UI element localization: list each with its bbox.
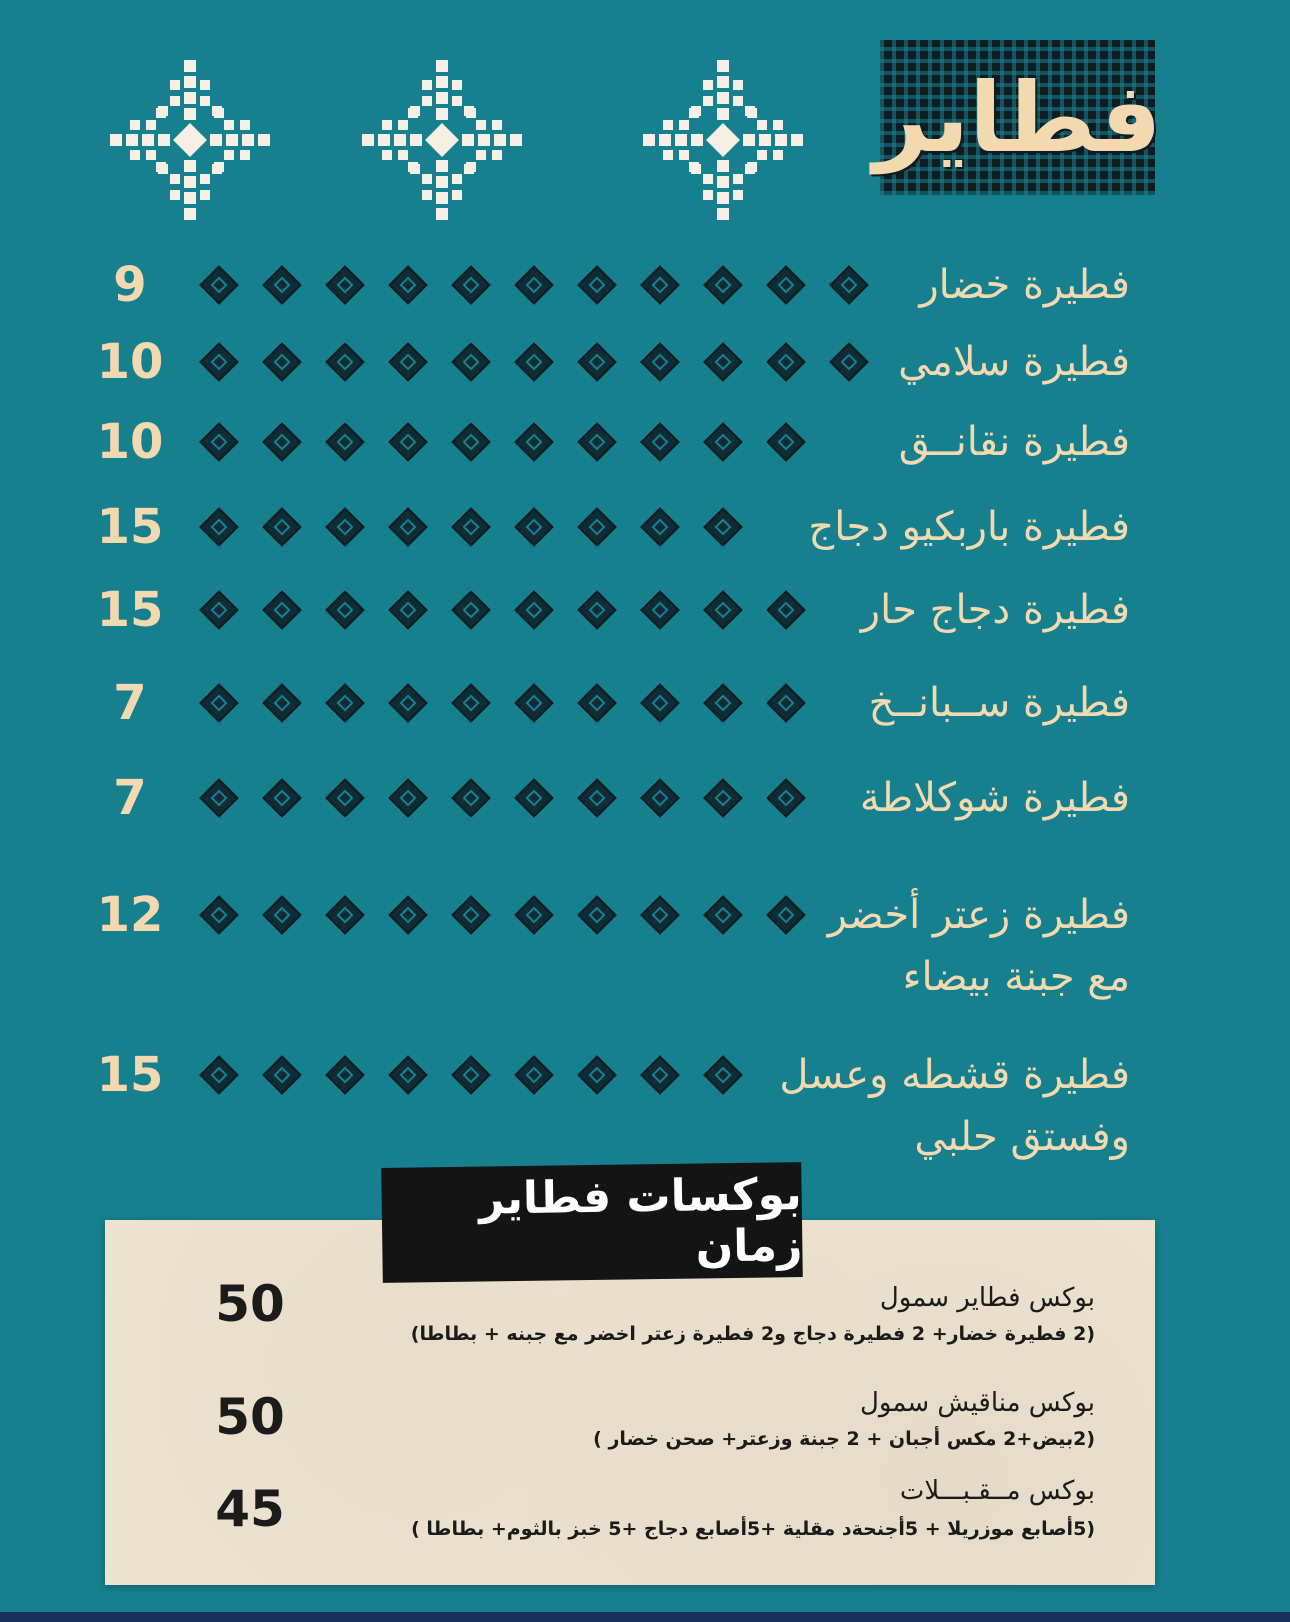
diamond-dot-icon (640, 683, 680, 723)
diamond-dot-icon (577, 422, 617, 462)
menu-item-price: 10 (96, 334, 164, 390)
diamond-dot-icon (199, 778, 239, 818)
diamond-dot-icon (703, 342, 743, 382)
diamond-dot-icon (640, 422, 680, 462)
diamond-dot-icon (514, 778, 554, 818)
menu-item-name: فطيرة زعتر أخضر (827, 892, 1130, 938)
diamond-dot-icon (577, 683, 617, 723)
diamond-dot-icon (577, 342, 617, 382)
diamond-dot-icon (640, 507, 680, 547)
menu-item-name: فطيرة باربكيو دجاج (808, 504, 1130, 550)
page-title: فطاير (873, 61, 1162, 174)
boxes-section-title-banner (381, 1162, 803, 1283)
box-item-name: بوكس فطاير سمول (879, 1283, 1095, 1313)
diamond-dot-icon (766, 265, 806, 305)
diamond-dot-icon (325, 507, 365, 547)
diamond-dot-icon (703, 265, 743, 305)
diamond-dot-icon (451, 778, 491, 818)
diamond-dot-icon (388, 422, 428, 462)
menu-item-price: 7 (113, 770, 147, 826)
menu-item (0, 412, 1290, 472)
diamond-dot-icon (640, 778, 680, 818)
diamond-dot-icon (514, 422, 554, 462)
menu-item-price: 9 (113, 257, 147, 313)
diamond-dot-icon (388, 778, 428, 818)
diamond-dot-icon (262, 422, 302, 462)
diamond-dot-icon (577, 590, 617, 630)
diamond-dot-icon (766, 422, 806, 462)
tatreez-motif-icon (100, 50, 280, 230)
diamond-dot-icon (766, 683, 806, 723)
diamond-dot-icon (577, 265, 617, 305)
diamond-dot-icon (766, 590, 806, 630)
diamond-dot-icon (262, 265, 302, 305)
boxes-section-title: بوكسات فطاير زمان (478, 1168, 803, 1273)
diamond-dot-icon (703, 590, 743, 630)
diamond-dot-icon (388, 265, 428, 305)
diamond-dot-icon (199, 265, 239, 305)
diamond-dot-icon (514, 683, 554, 723)
box-item-name: بوكس مــقـبـــلات (899, 1476, 1095, 1506)
diamond-dot-icon (388, 1055, 428, 1095)
box-item-desc: (2بيض+2 مكس أجبان + 2 جبنة وزعتر+ صحن خضار ) (593, 1428, 1095, 1450)
diamond-dot-icon (514, 1055, 554, 1095)
menu-item-name: فطيرة قشطه وعسل (779, 1052, 1130, 1098)
diamond-dot-icon (199, 342, 239, 382)
box-item-price: 45 (215, 1480, 285, 1538)
diamond-dot-icon (703, 507, 743, 547)
diamond-dot-icon (640, 590, 680, 630)
menu-item (0, 332, 1290, 392)
diamond-dot-icon (388, 895, 428, 935)
diamond-dot-icon (451, 590, 491, 630)
diamond-dot-icon (199, 422, 239, 462)
diamond-dot-icon (325, 265, 365, 305)
diamond-dot-icon (577, 507, 617, 547)
diamond-dot-icon (262, 590, 302, 630)
menu-item-name: فطيرة شوكلاطة (859, 775, 1130, 821)
diamond-dot-icon (577, 895, 617, 935)
diamond-dot-icon (262, 895, 302, 935)
diamond-dot-icon (325, 590, 365, 630)
diamond-dot-icon (451, 895, 491, 935)
box-item-name: بوكس مناقيش سمول (860, 1388, 1095, 1418)
menu-item-price: 15 (96, 499, 164, 555)
menu-item-price: 15 (96, 1047, 164, 1103)
diamond-dot-icon (703, 778, 743, 818)
diamond-dot-icon (451, 265, 491, 305)
menu-item-name: فطيرة ســبانــخ (868, 680, 1130, 726)
diamond-dot-icon (388, 507, 428, 547)
menu-item-price: 12 (96, 887, 164, 943)
diamond-dot-icon (640, 895, 680, 935)
diamond-dot-icon (640, 342, 680, 382)
diamond-dot-icon (388, 342, 428, 382)
menu-item (0, 497, 1290, 557)
diamond-dot-icon (388, 683, 428, 723)
diamond-dot-icon (325, 342, 365, 382)
diamond-dot-icon (514, 895, 554, 935)
diamond-dot-icon (703, 1055, 743, 1095)
diamond-dot-icon (766, 778, 806, 818)
menu-item-price: 7 (113, 675, 147, 731)
diamond-dot-icon (514, 590, 554, 630)
menu-item (0, 673, 1290, 733)
diamond-dot-icon (262, 507, 302, 547)
menu-item-price: 10 (96, 414, 164, 470)
menu-item (0, 885, 1290, 1000)
diamond-dot-icon (199, 590, 239, 630)
diamond-dot-icon (199, 1055, 239, 1095)
diamond-dot-icon (325, 1055, 365, 1095)
diamond-dot-icon (829, 265, 869, 305)
diamond-dot-icon (325, 683, 365, 723)
menu-item-name-line2: مع جبنة بيضاء (902, 954, 1130, 1000)
diamond-dot-icon (577, 1055, 617, 1095)
tatreez-motif-icon (352, 50, 532, 230)
diamond-dot-icon (325, 422, 365, 462)
diamond-dot-icon (325, 895, 365, 935)
page-title-badge (873, 40, 1162, 195)
diamond-dot-icon (451, 507, 491, 547)
menu-item-name: فطيرة سلامي (898, 339, 1130, 385)
diamond-dot-icon (703, 683, 743, 723)
diamond-dot-icon (577, 778, 617, 818)
diamond-dot-icon (451, 683, 491, 723)
box-item-desc: (5أصابع موزريلا + 5أجنحةد مقلية +5أصابع دجاج +5 خبز بالثوم+ بطاطا ) (411, 1518, 1095, 1540)
diamond-dot-icon (514, 507, 554, 547)
diamond-dot-icon (262, 1055, 302, 1095)
diamond-dot-icon (703, 895, 743, 935)
diamond-dot-icon (199, 895, 239, 935)
tatreez-motif-icon (633, 50, 813, 230)
menu-item (0, 1045, 1290, 1160)
box-item-desc: (2 فطيرة خضار+ 2 فطيرة دجاج و2 فطيرة زعتر اخضر مع جبنه + بطاطا) (410, 1323, 1095, 1345)
diamond-dot-icon (766, 895, 806, 935)
diamond-dot-icon (451, 342, 491, 382)
diamond-dot-icon (199, 683, 239, 723)
diamond-dot-icon (640, 265, 680, 305)
diamond-dot-icon (388, 590, 428, 630)
diamond-dot-icon (325, 778, 365, 818)
menu-item (0, 768, 1290, 828)
diamond-dot-icon (766, 342, 806, 382)
diamond-dot-icon (262, 778, 302, 818)
diamond-dot-icon (199, 507, 239, 547)
diamond-dot-icon (640, 1055, 680, 1095)
box-item-price: 50 (215, 1275, 285, 1333)
diamond-dot-icon (703, 422, 743, 462)
menu-item-name: فطيرة دجاج حار (860, 587, 1130, 633)
diamond-dot-icon (262, 342, 302, 382)
diamond-dot-icon (451, 422, 491, 462)
menu-item-name-line2: وفستق حلبي (914, 1114, 1130, 1160)
menu-item-price: 15 (96, 582, 164, 638)
bottom-divider (0, 1612, 1290, 1622)
box-item-price: 50 (215, 1388, 285, 1446)
menu-item-name: فطيرة نقانــق (898, 419, 1130, 465)
menu-item (0, 255, 1290, 315)
diamond-dot-icon (829, 342, 869, 382)
diamond-dot-icon (514, 342, 554, 382)
diamond-dot-icon (262, 683, 302, 723)
diamond-dot-icon (514, 265, 554, 305)
diamond-dot-icon (451, 1055, 491, 1095)
menu-item-name: فطيرة خضار (919, 262, 1130, 308)
menu-item (0, 580, 1290, 640)
